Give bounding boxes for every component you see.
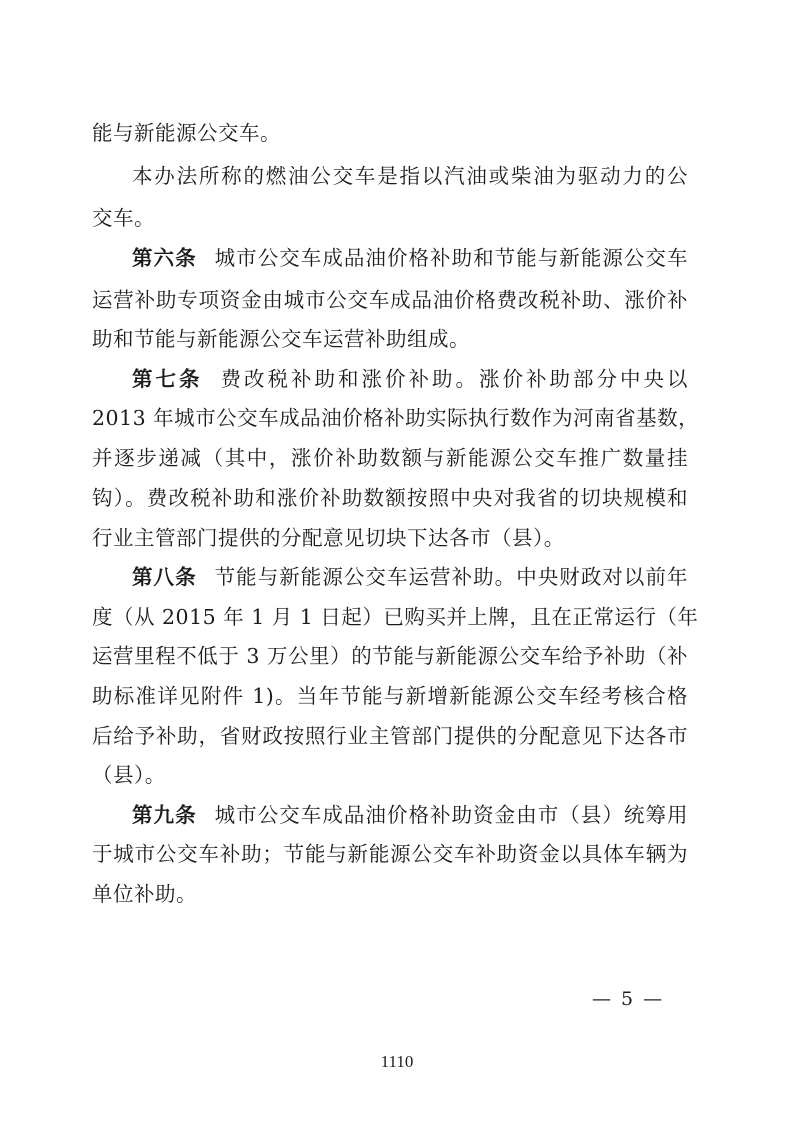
text-line: 单位补助。	[92, 882, 197, 906]
article-7-first-line	[132, 367, 688, 391]
text-line: 度（从 2015 年 1 月 1 日起）已购买并上牌，且在正常运行（年	[92, 605, 699, 629]
stamp-number: 1110	[380, 1052, 414, 1071]
article-text: 节能与新能源公交车运营补助。中央财政对以前年	[214, 565, 688, 589]
text-line: 运营里程不低于 3 万公里）的节能与新能源公交车给予补助（补	[92, 644, 688, 668]
article-label: 第七条	[132, 367, 203, 391]
article-text: 城市公交车成品油价格补助资金由市（县）统筹用	[214, 803, 688, 827]
text-line: 后给予补助，省财政按照行业主管部门提供的分配意见下达各市	[92, 724, 688, 748]
article-9-first-line	[132, 803, 688, 827]
text-line: 于城市公交车补助；节能与新能源公交车补助资金以具体车辆为	[92, 842, 688, 866]
article-6-first-line	[132, 246, 688, 270]
article-text: 城市公交车成品油价格补助和节能与新能源公交车	[214, 246, 688, 270]
article-8-first-line	[132, 565, 688, 589]
article-label: 第六条	[132, 246, 197, 270]
text-line: 能与新能源公交车。	[92, 121, 281, 145]
article-text: 费改税补助和涨价补助。涨价补助部分中央以	[220, 367, 688, 391]
text-line: 2013 年城市公交车成品油价格补助实际执行数作为河南省基数，	[92, 406, 700, 430]
text-line: 助标准详见附件 1)。当年节能与新增新能源公交车经考核合格	[92, 684, 688, 708]
text-line: 运营补助专项资金由城市公交车成品油价格费改税补助、涨价补	[92, 288, 688, 312]
text-line: 钩）。费改税补助和涨价补助数额按照中央对我省的切块规模和	[92, 486, 688, 510]
page-number: — 5 —	[592, 988, 665, 1010]
article-label: 第八条	[132, 565, 197, 589]
text-line: 助和节能与新能源公交车运营补助组成。	[92, 327, 470, 351]
text-line: 行业主管部门提供的分配意见切块下达各市（县）。	[92, 526, 565, 550]
text-line: （县）。	[92, 763, 166, 787]
text-line: 交车。	[92, 206, 155, 230]
article-label: 第九条	[132, 803, 197, 827]
text-line: 并逐步递减（其中，涨价补助数额与新能源公交车推广数量挂	[92, 446, 688, 470]
text-line: 本办法所称的燃油公交车是指以汽油或柴油为驱动力的公	[132, 164, 688, 188]
